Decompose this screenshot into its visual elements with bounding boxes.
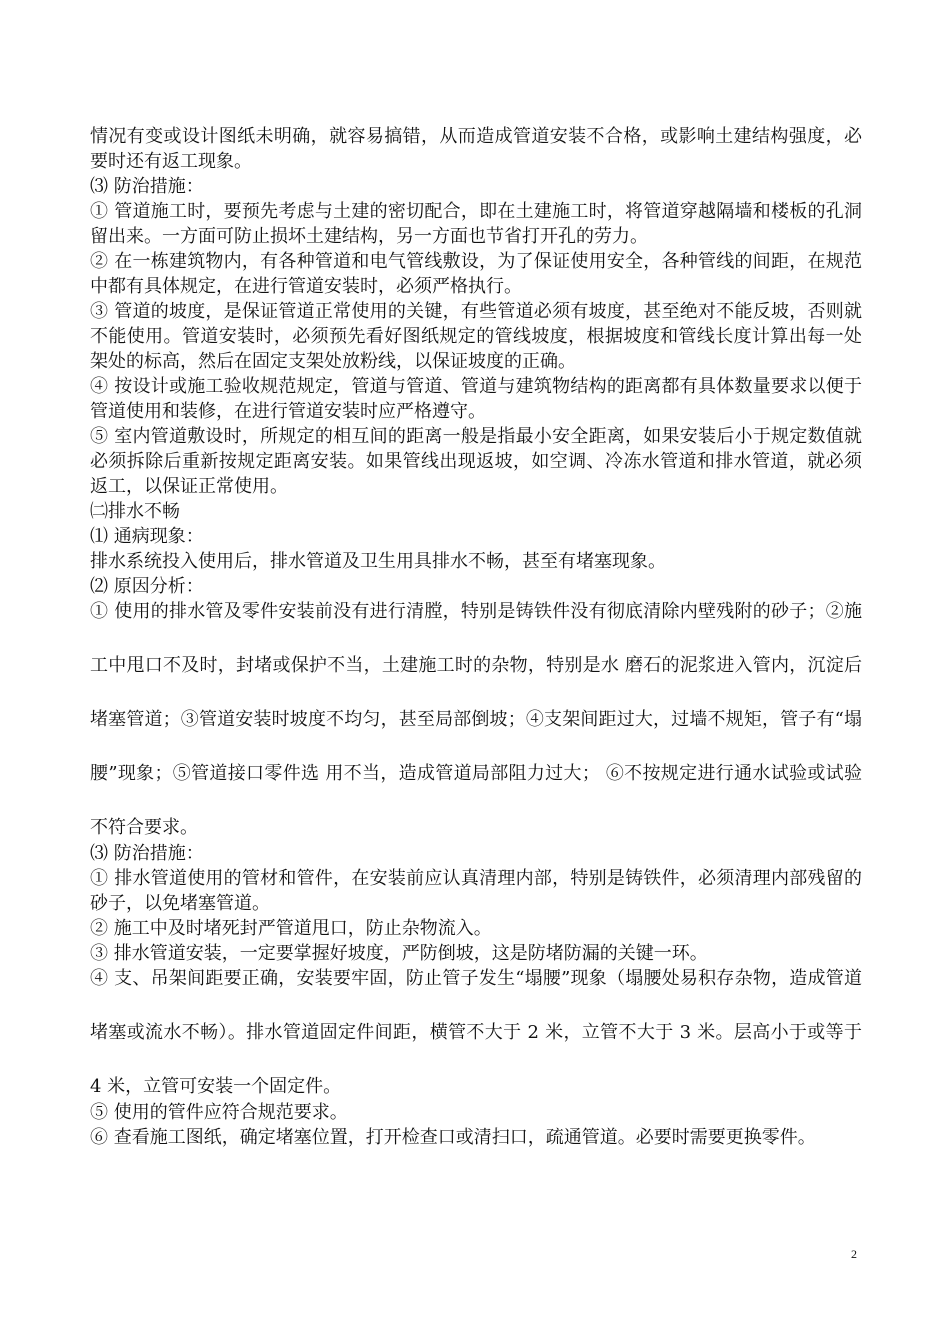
paragraph-measure-3: ③ 管道的坡度，是保证管道正常使用的关键，有些管道必须有坡度，甚至绝对不能反坡，否则就不能使用。管道安装时，必须预先看好图纸规定的管线坡度，根据坡度和管线长度计算出每一处架处的标高，然后在固定支架处放粉线，以保证坡度的正确。 (90, 301, 862, 372)
document-body (90, 124, 862, 1150)
paragraph-drain-measure-4: ④ 支、吊架间距要正确，安装要牢固，防止管子发生“塌腰”现象（塌腰处易积存杂物，造成管道堵塞或流水不畅）。排水管道固定件间距，横管不大于 2 米，立管不大于 3 米。层高小于或等于 4 米，立管可安装一个固定件。 (90, 968, 862, 1097)
paragraph-measure-5: ⑤ 室内管道敷设时，所规定的相互间的距离一般是指最小安全距离，如果安装后小于规定数值就必须拆除后重新按规定距离安装。如果管线出现返坡，如空调、冷冻水管道和排水管道，就必须返工，以保证正常使用。 (90, 426, 862, 497)
section-heading-drainage: ㈡排水不畅 (90, 501, 180, 522)
paragraph-symptoms: 排水系统投入使用后，排水管道及卫生用具排水不畅，甚至有堵塞现象。 (90, 551, 666, 572)
paragraph-drain-measure-1: ① 排水管道使用的管材和管件，在安装前应认真清理内部，特别是铸铁件，必须清理内部残留的砂子，以免堵塞管道。 (90, 868, 862, 914)
page-number: 2 (851, 1247, 857, 1261)
paragraph-drain-measure-2: ② 施工中及时堵死封严管道甩口，防止杂物流入。 (90, 918, 492, 939)
heading-symptoms: ⑴ 通病现象： (90, 526, 204, 547)
paragraph-causes: ① 使用的排水管及零件安装前没有进行清膛，特别是铸铁件没有彻底清除内壁残附的砂子；②施工中甩口不及时，封堵或保护不当，土建施工时的杂物，特别是水 磨石的泥浆进入管内，沉淀后堵塞管道；③管道安装时坡度不均匀，甚至局部倒坡；④支架间距过大，过墙不规矩，管子有“塌腰”现象；⑤管道接口零件选 用不当，造成管道局部阻力过大； ⑥不按规定进行通水试验或试验不符合要求。 (90, 601, 862, 838)
heading-prevention-measures-1: ⑶ 防治措施： (90, 176, 204, 197)
paragraph-measure-1: ① 管道施工时，要预先考虑与土建的密切配合，即在土建施工时，将管道穿越隔墙和楼板的孔洞留出来。一方面可防止损坏土建结构，另一方面也节省打开孔的劳力。 (90, 201, 862, 247)
paragraph-1: 情况有变或设计图纸未明确，就容易搞错，从而造成管道安装不合格，或影响土建结构强度，必要时还有返工现象。 (90, 126, 862, 172)
paragraph-measure-4: ④ 按设计或施工验收规范规定，管道与管道、管道与建筑物结构的距离都有具体数量要求以便于管道使用和装修，在进行管道安装时应严格遵守。 (90, 376, 862, 422)
heading-prevention-measures-2: ⑶ 防治措施： (90, 843, 204, 864)
paragraph-measure-2: ② 在一栋建筑物内，有各种管道和电气管线敷设，为了保证使用安全，各种管线的间距，在规范中都有具体规定，在进行管道安装时，必须严格执行。 (90, 251, 862, 297)
paragraph-drain-measure-3: ③ 排水管道安装，一定要掌握好坡度，严防倒坡，这是防堵防漏的关键一环。 (90, 943, 708, 964)
paragraph-drain-measure-6: ⑥ 查看施工图纸，确定堵塞位置，打开检查口或清扫口，疏通管道。必要时需要更换零件。 (90, 1127, 816, 1148)
heading-cause-analysis: ⑵ 原因分析： (90, 576, 204, 597)
paragraph-drain-measure-5: ⑤ 使用的管件应符合规范要求。 (90, 1102, 348, 1123)
